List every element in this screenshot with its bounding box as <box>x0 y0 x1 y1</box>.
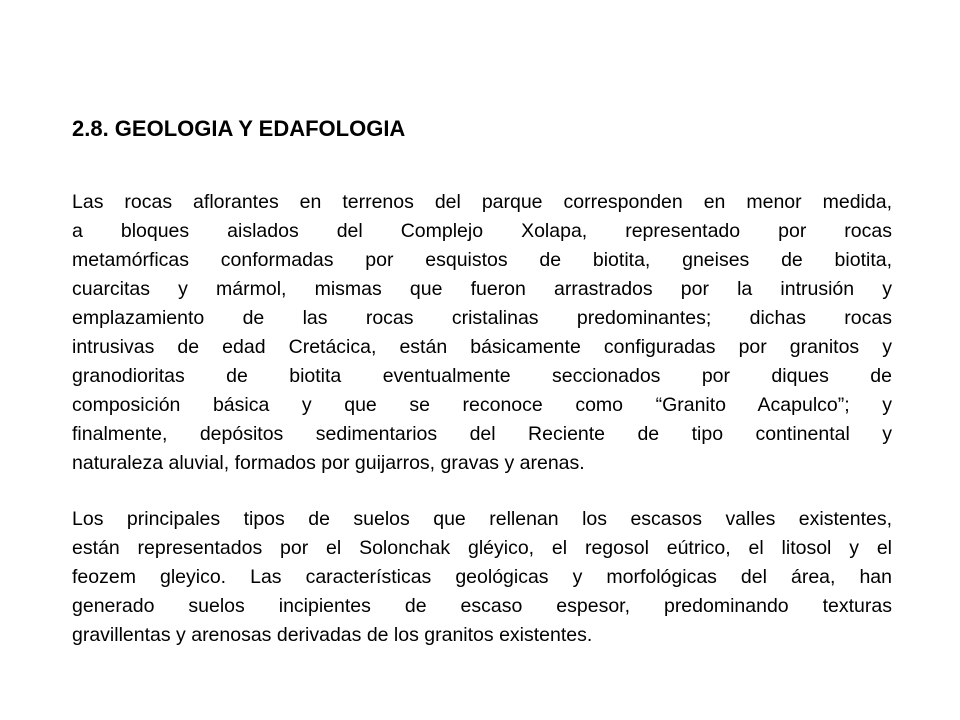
paragraph-line: a bloques aislados del Complejo Xolapa, representado por rocas <box>72 220 892 242</box>
paragraph-line: finalmente, depósitos sedimentarios del Reciente de tipo continental y <box>72 423 892 445</box>
paragraph-soils <box>72 505 892 650</box>
paragraph-line: Los principales tipos de suelos que rellenan los escasos valles existentes, <box>72 508 892 530</box>
paragraph-line: cuarcitas y mármol, mismas que fueron arrastrados por la intrusión y <box>72 278 892 300</box>
paragraph-line: naturaleza aluvial, formados por guijarros, gravas y arenas. <box>72 452 585 474</box>
paragraph-line: granodioritas de biotita eventualmente seccionados por diques de <box>72 365 892 387</box>
section-heading: 2.8. GEOLOGIA Y EDAFOLOGIA <box>72 116 406 141</box>
paragraph-line: emplazamiento de las rocas cristalinas predominantes; dichas rocas <box>72 307 892 329</box>
paragraph-line: feozem gleyico. Las características geológicas y morfológicas del área, han <box>72 566 892 588</box>
paragraph-line: están representados por el Solonchak gléyico, el regosol eútrico, el litosol y el <box>72 537 892 559</box>
paragraph-line: generado suelos incipientes de escaso espesor, predominando texturas <box>72 595 892 617</box>
paragraph-line: metamórficas conformadas por esquistos de biotita, gneises de biotita, <box>72 249 892 271</box>
paragraph-geology <box>72 188 892 478</box>
paragraph-line: gravillentas y arenosas derivadas de los granitos existentes. <box>72 624 593 646</box>
paragraph-line: composición básica y que se reconoce como “Granito Acapulco”; y <box>72 394 892 416</box>
paragraph-line: Las rocas aflorantes en terrenos del parque corresponden en menor medida, <box>72 191 892 213</box>
paragraph-line: intrusivas de edad Cretácica, están básicamente configuradas por granitos y <box>72 336 892 358</box>
